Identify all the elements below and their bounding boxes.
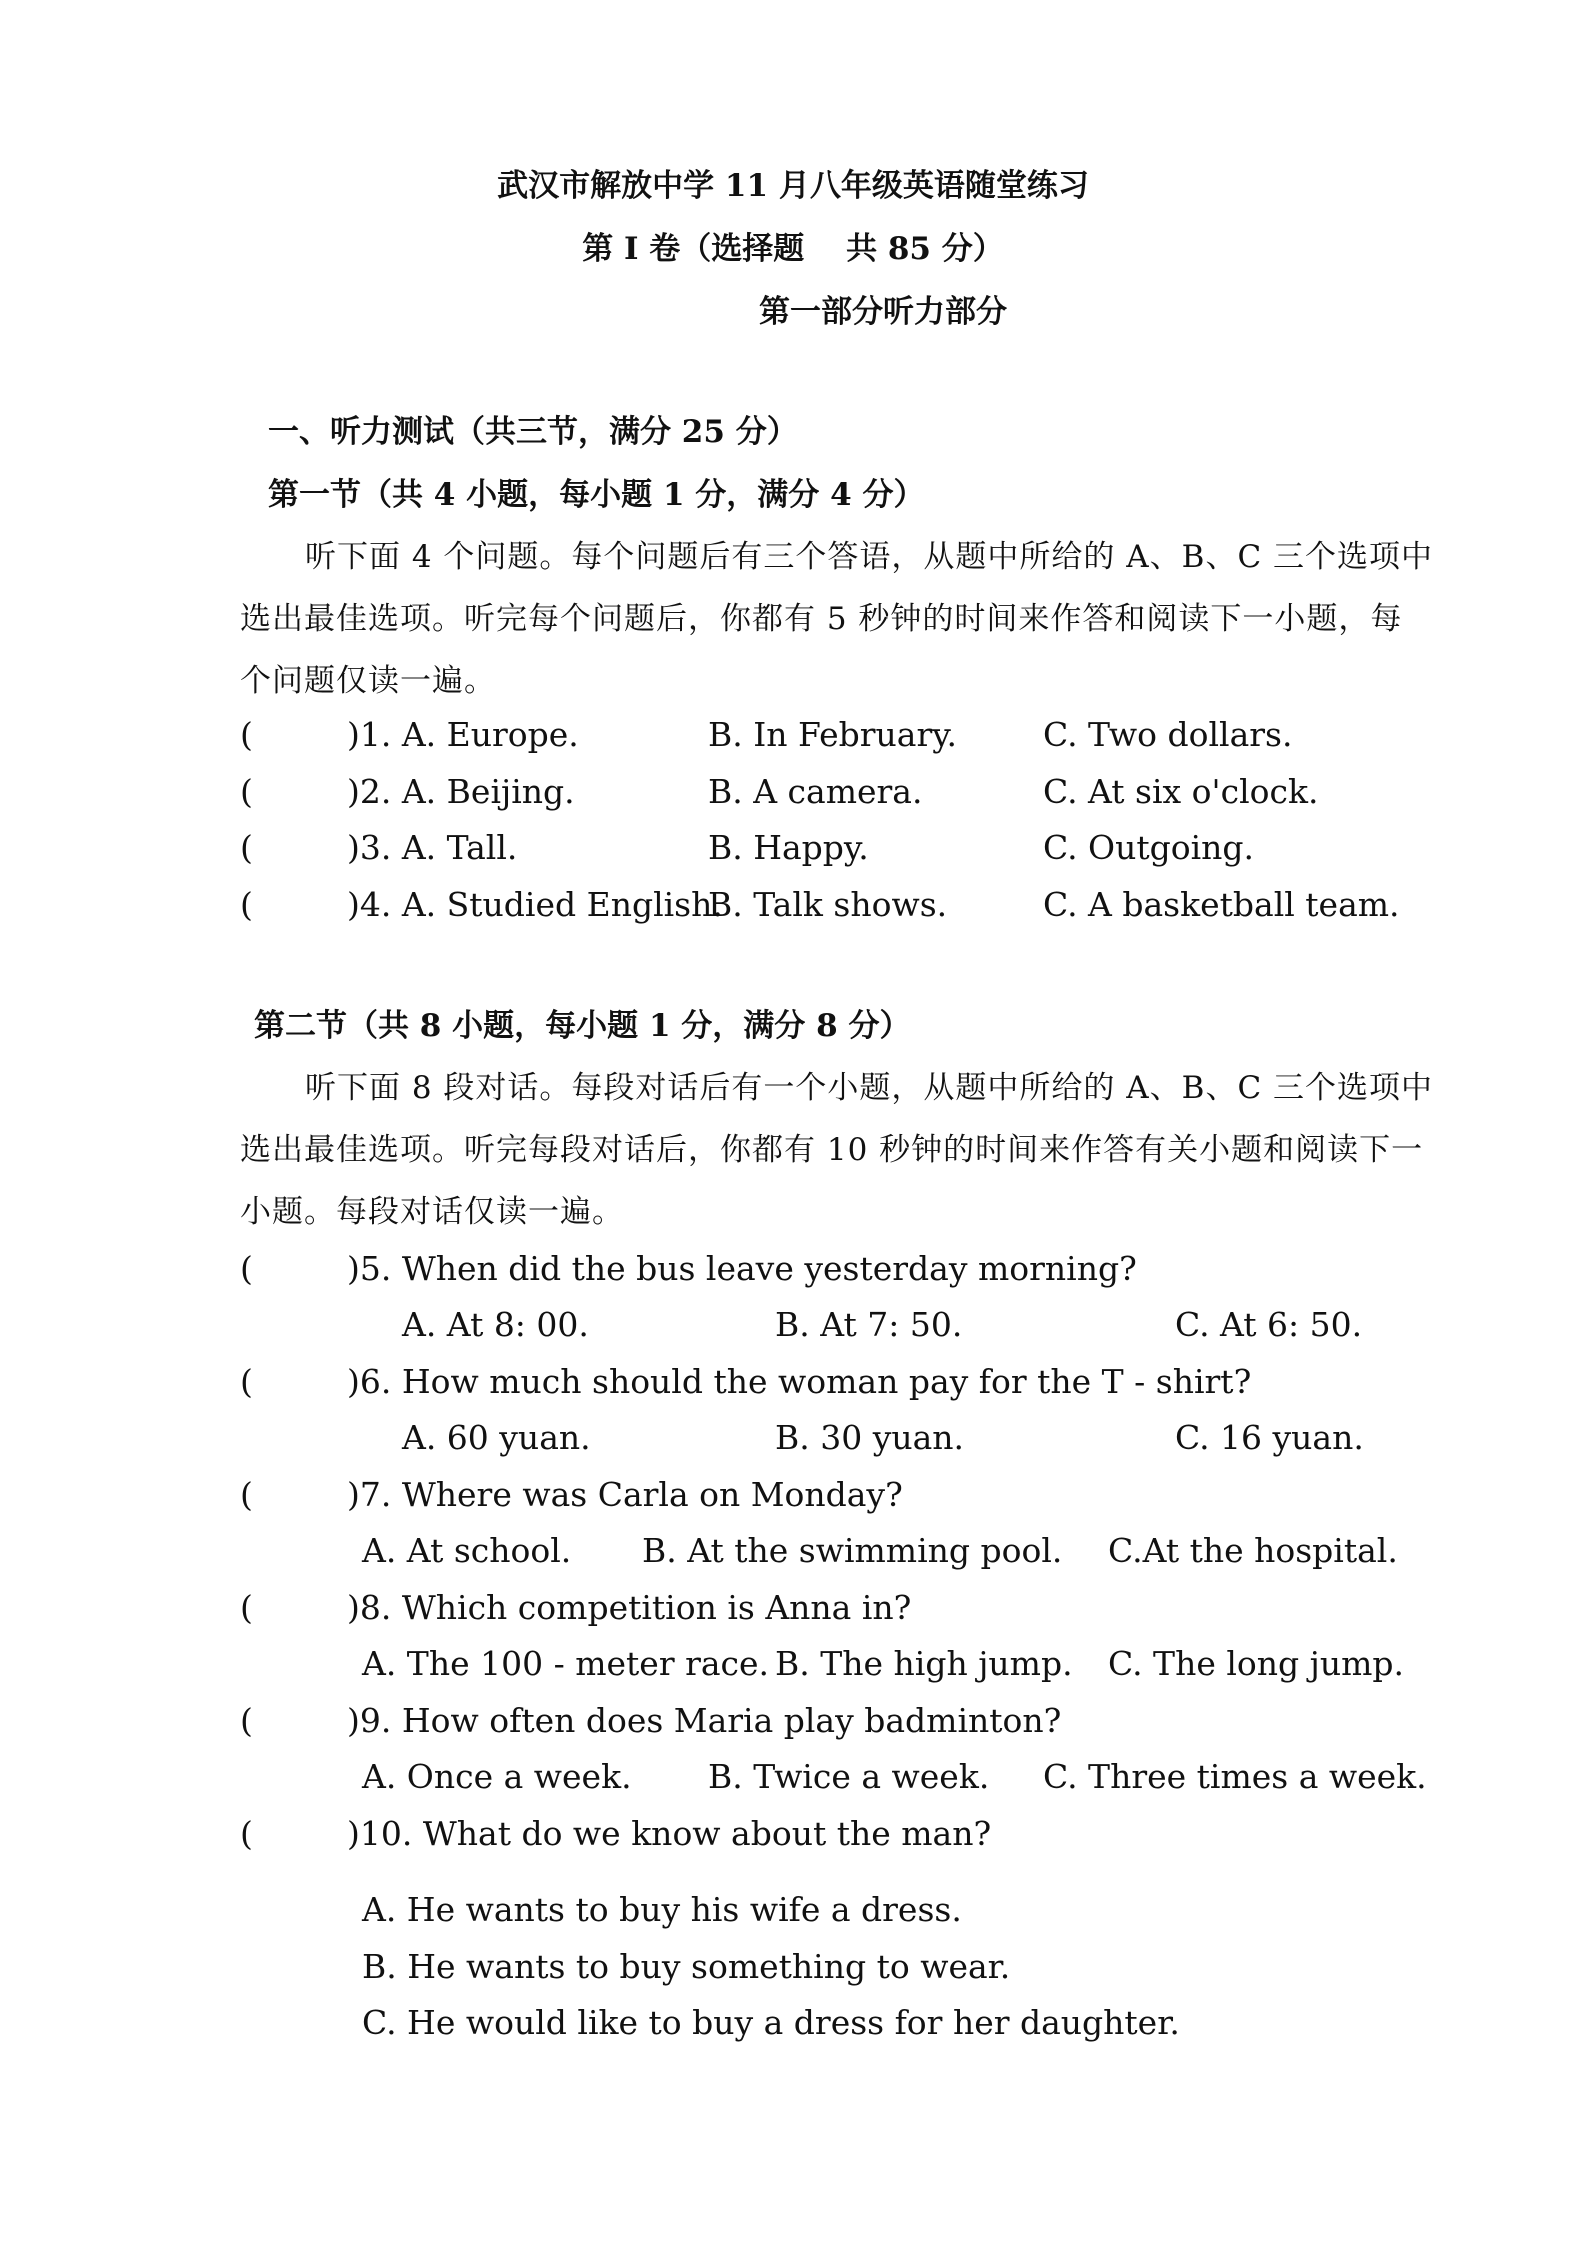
part2-instructions-line: 小题。每段对话仅读一遍。 — [240, 1194, 624, 1230]
part1-instructions-line: 选出最佳选项。听完每个问题后，你都有 5 秒钟的时间来作答和阅读下一小题，每 — [240, 601, 1403, 637]
part2-instructions-line: 听下面 8 段对话。每段对话后有一个小题，从题中所给的 A、B、C 三个选项中 — [305, 1070, 1434, 1106]
question-option-a: )1. A. Europe. — [347, 715, 579, 754]
question-option-c: C. At six o'clock. — [1043, 772, 1319, 811]
question-option-b: B. Talk shows. — [708, 885, 948, 924]
question-option-b: B. At the swimming pool. — [642, 1531, 1063, 1570]
question-option-c: C.At the hospital. — [1108, 1531, 1398, 1570]
question-option-b: B. 30 yuan. — [775, 1418, 965, 1457]
question-option-a: )4. A. Studied English. — [347, 885, 723, 924]
answer-paren[interactable]: ( — [240, 1588, 253, 1627]
question-option-a: A. Once a week. — [362, 1757, 632, 1796]
question-option-c: C. 16 yuan. — [1175, 1418, 1364, 1457]
question-option-a: A. The 100 - meter race. — [362, 1644, 770, 1683]
question-option-c: C. At 6: 50. — [1175, 1305, 1363, 1344]
answer-paren[interactable]: ( — [240, 1814, 253, 1853]
question-text: )7. Where was Carla on Monday? — [347, 1475, 903, 1514]
part-heading: 第一部分听力部分 — [759, 294, 1007, 330]
question-text: )5. When did the bus leave yesterday morning? — [347, 1249, 1137, 1288]
question-option-a: A. 60 yuan. — [402, 1418, 591, 1457]
question-option-a: )2. A. Beijing. — [347, 772, 575, 811]
answer-paren[interactable]: ( — [240, 885, 253, 924]
question-text: )10. What do we know about the man? — [347, 1814, 992, 1853]
part2-heading: 第二节（共 8 小题，每小题 1 分，满分 8 分） — [254, 1008, 911, 1044]
question-option-c: C. A basketball team. — [1043, 885, 1400, 924]
question-option-a: )3. A. Tall. — [347, 828, 518, 867]
question-text: )9. How often does Maria play badminton? — [347, 1701, 1062, 1740]
question-option-a: A. At 8: 00. — [402, 1305, 589, 1344]
question-option-b: B. At 7: 50. — [775, 1305, 963, 1344]
question-option-b: B. The high jump. — [775, 1644, 1073, 1683]
document-title: 武汉市解放中学 11 月八年级英语随堂练习 — [497, 168, 1089, 204]
question-text: )6. How much should the woman pay for the T - shirt? — [347, 1362, 1252, 1401]
part1-instructions-line: 个问题仅读一遍。 — [240, 663, 496, 699]
question-text: )8. Which competition is Anna in? — [347, 1588, 912, 1627]
question-option-a: A. At school. — [362, 1531, 572, 1570]
question-option-b: B. Twice a week. — [708, 1757, 990, 1796]
answer-paren[interactable]: ( — [240, 1362, 253, 1401]
volume-heading: 第 I 卷（选择题 共 85 分） — [582, 231, 1004, 267]
part2-instructions-line: 选出最佳选项。听完每段对话后，你都有 10 秒钟的时间来作答有关小题和阅读下一 — [240, 1132, 1424, 1168]
question-option-c: C. The long jump. — [1108, 1644, 1405, 1683]
answer-paren[interactable]: ( — [240, 1249, 253, 1288]
part1-instructions-line: 听下面 4 个问题。每个问题后有三个答语，从题中所给的 A、B、C 三个选项中 — [305, 539, 1434, 575]
question-option-b: B. In February. — [708, 715, 957, 754]
answer-paren[interactable]: ( — [240, 1701, 253, 1740]
question-option-c: C. He would like to buy a dress for her daughter. — [362, 2003, 1180, 2042]
question-option-c: C. Three times a week. — [1043, 1757, 1427, 1796]
question-option-b: B. Happy. — [708, 828, 869, 867]
answer-paren[interactable]: ( — [240, 1475, 253, 1514]
section-heading: 一、听力测试（共三节，满分 25 分） — [268, 414, 798, 450]
part1-heading: 第一节（共 4 小题，每小题 1 分，满分 4 分） — [268, 477, 925, 513]
question-option-b: B. He wants to buy something to wear. — [362, 1947, 1011, 1986]
answer-paren[interactable]: ( — [240, 772, 253, 811]
question-option-c: C. Two dollars. — [1043, 715, 1293, 754]
answer-paren[interactable]: ( — [240, 715, 253, 754]
answer-paren[interactable]: ( — [240, 828, 253, 867]
question-option-a: A. He wants to buy his wife a dress. — [362, 1890, 962, 1929]
question-option-c: C. Outgoing. — [1043, 828, 1255, 867]
question-option-b: B. A camera. — [708, 772, 923, 811]
